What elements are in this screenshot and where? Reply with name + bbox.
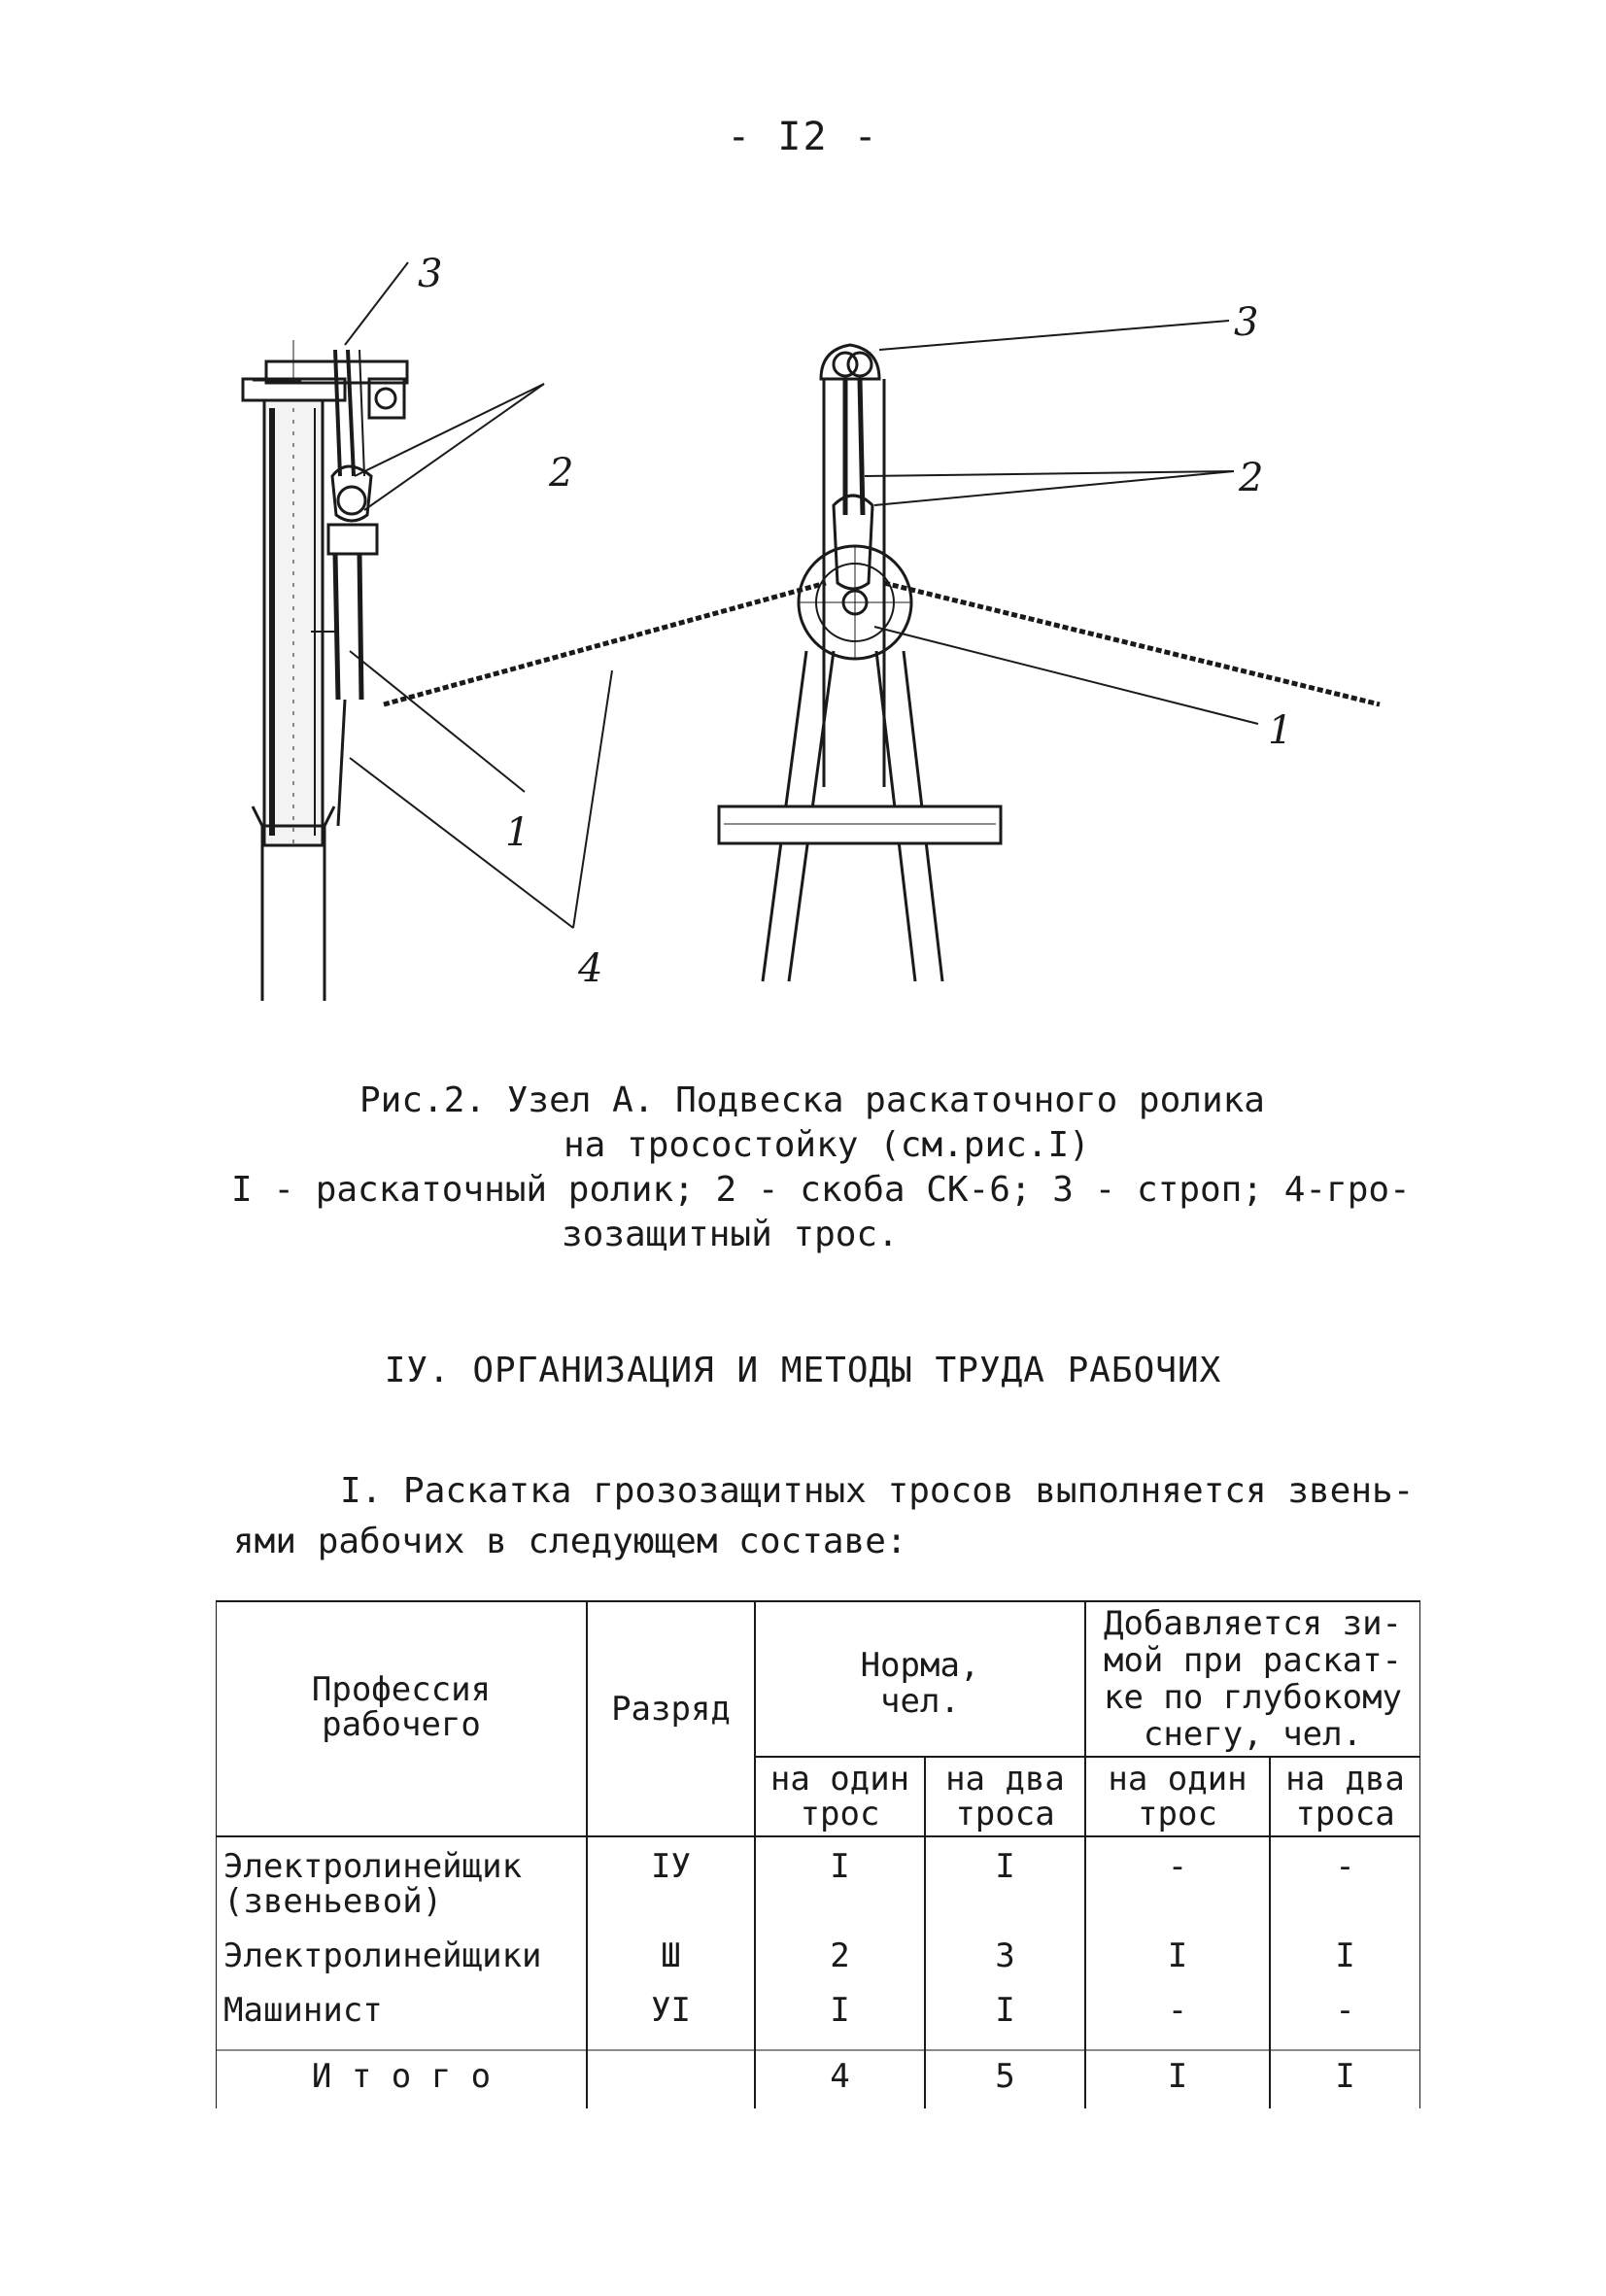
subheader-winter-one-1: на один	[1108, 1760, 1247, 1799]
header-profession-1: Профессия	[311, 1670, 492, 1709]
row2-profession: Электролинейщики	[223, 1936, 542, 1975]
header-winter-3: ке по глубокому	[1103, 1678, 1403, 1717]
subheader-winter-two-1: на два	[1285, 1760, 1405, 1799]
row1-profession-2: (звеньевой)	[223, 1882, 443, 1921]
callout-3-left: 3	[418, 252, 443, 296]
caption-line-1: Рис.2. Узел А. Подвеска раскаточного ролика	[359, 1080, 1265, 1120]
row1-norm-two: I	[995, 1847, 1015, 1886]
callout-1-right: 1	[1268, 708, 1293, 753]
row1-profession-1: Электролинейщик	[223, 1847, 523, 1886]
row1-grade: IУ	[651, 1847, 691, 1886]
row3-norm-one: I	[830, 1991, 850, 2030]
subheader-norm-one-2: трос	[800, 1795, 880, 1833]
left-pole-drawing	[243, 340, 407, 1001]
figure-drawing	[223, 243, 1428, 1020]
header-winter-4: снегу, чел.	[1143, 1715, 1363, 1754]
total-norm-one: 4	[830, 2057, 850, 2096]
row2-norm-two: 3	[995, 1936, 1015, 1975]
subheader-winter-two-2: троса	[1295, 1795, 1395, 1833]
row3-norm-two: I	[995, 1991, 1015, 2030]
header-winter-1: Добавляется зи-	[1103, 1604, 1403, 1643]
row2-norm-one: 2	[830, 1936, 850, 1975]
callout-2-right: 2	[1239, 456, 1264, 500]
subheader-norm-one-1: на один	[769, 1760, 910, 1799]
subheader-winter-one-2: трос	[1138, 1795, 1217, 1833]
callout-4: 4	[578, 946, 603, 991]
header-winter-2: мой при раскат-	[1103, 1641, 1403, 1680]
header-norm-1: Норма,	[860, 1646, 980, 1685]
subheader-norm-two-1: на два	[945, 1760, 1065, 1799]
subheader-norm-two-2: троса	[955, 1795, 1055, 1833]
row1-winter-two: -	[1335, 1847, 1355, 1886]
callout-2-left: 2	[549, 451, 574, 496]
paragraph-line-2: ями рабочих в следующем составе:	[233, 1522, 907, 1561]
callout-1-left: 1	[505, 810, 530, 855]
callout-3-right: 3	[1234, 300, 1259, 345]
right-pole-drawing	[384, 345, 1380, 981]
paragraph-line-1: I. Раскатка грозозащитных тросов выполняется звень-	[340, 1471, 1415, 1511]
total-winter-one: I	[1167, 2057, 1188, 2096]
caption-line-2: на тросостойку (см.рис.I)	[564, 1125, 1090, 1165]
total-label: И т о г о	[311, 2057, 492, 2096]
row3-profession: Машинист	[223, 1991, 383, 2030]
header-norm-2: чел.	[880, 1682, 960, 1721]
total-winter-two: I	[1335, 2057, 1355, 2096]
row1-winter-one: -	[1167, 1847, 1188, 1886]
page-number: - I2 -	[727, 115, 879, 159]
row1-norm-one: I	[830, 1847, 850, 1886]
row2-winter-one: I	[1167, 1936, 1188, 1975]
total-norm-two: 5	[995, 2057, 1015, 2096]
row3-winter-two: -	[1335, 1991, 1355, 2030]
section-heading: IУ. ОРГАНИЗАЦИЯ И МЕТОДЫ ТРУДА РАБОЧИХ	[384, 1351, 1222, 1390]
row3-grade: УI	[651, 1991, 691, 2030]
caption-line-4: зозащитный трос.	[562, 1215, 899, 1254]
row3-winter-one: -	[1167, 1991, 1188, 2030]
row2-winter-two: I	[1335, 1936, 1355, 1975]
header-profession-2: рабочего	[322, 1705, 481, 1744]
caption-line-3: I - раскаточный ролик; 2 - скоба СК-6; 3 - строп; 4-гро-	[231, 1170, 1411, 1210]
crew-table	[216, 1593, 1420, 2123]
header-grade: Разряд	[611, 1690, 731, 1729]
row2-grade: Ш	[661, 1936, 681, 1975]
